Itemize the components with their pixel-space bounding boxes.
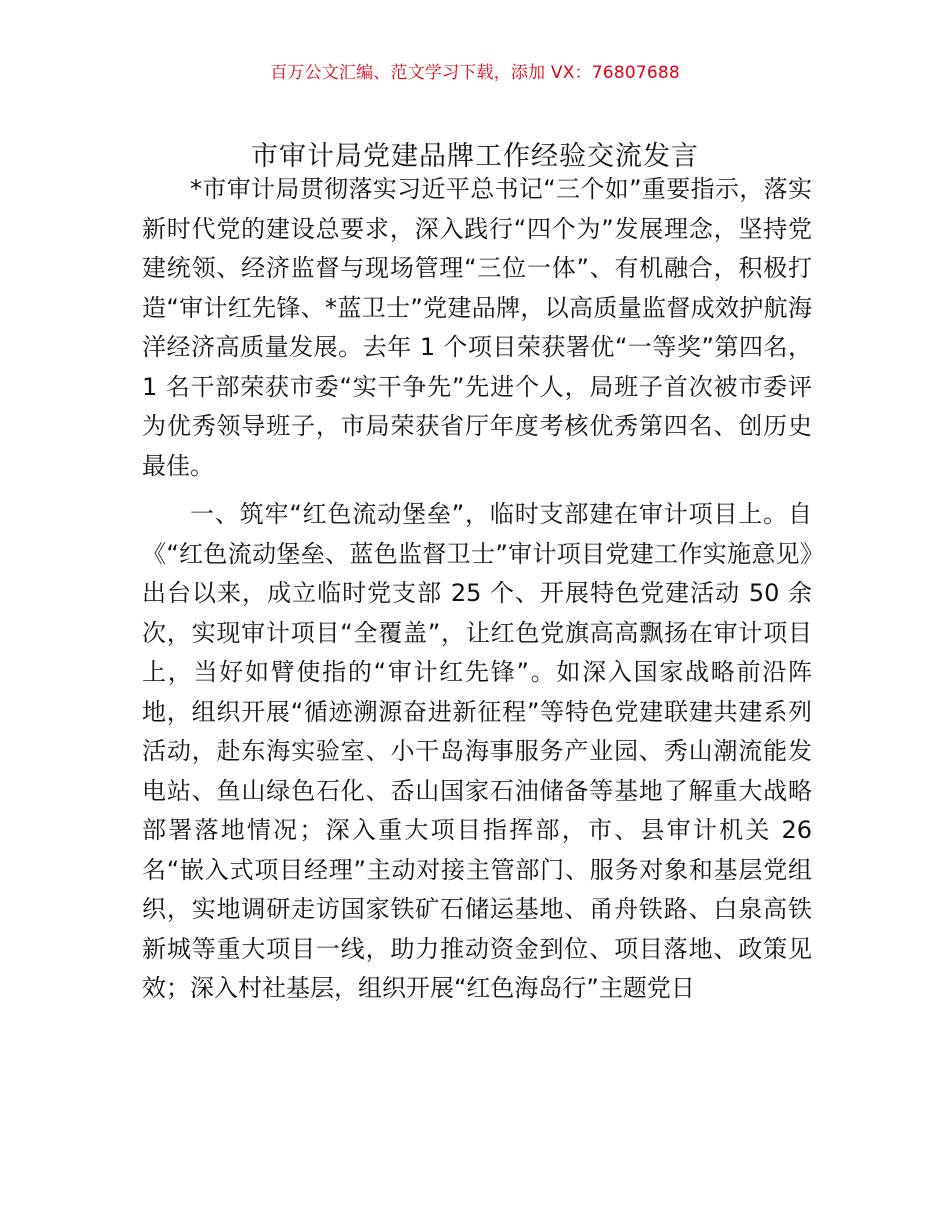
paragraph-section-one: 一、筑牢“红色流动堡垒”，临时支部建在审计项目上。自《“红色流动堡垒、蓝色监督卫士”审计项目党建工作实施意见》出台以来，成立临时党支部 25 个、开展特色党建活动 50 余次，实现审计项目“全覆盖”，让红色党旗高高飘扬在审计项目上，当好如臂使指的“审计红先锋”。如深入国家战略前沿阵地，组织开展“循迹溯源奋进新征程”等特色党建联建共建系列活动，赴东海实验室、小干岛海事服务产业园、秀山潮流能发电站、鱼山绿色石化、岙山国家石油储备等基地了解重大战略部署落地情况；深入重大项目指挥部，市、县审计机关 26 名“嵌入式项目经理”主动对接主管部门、服务对象和基层党组织，实地调研走访国家铁矿石储运基地、甬舟铁路、白泉高铁新城等重大项目一线，助力推动资金到位、项目落地、政策见效；深入村社基层，组织开展“红色海岛行”主题党日 <box>142 500 812 1002</box>
page-title: 市审计局党建品牌工作经验交流发言 <box>251 141 699 173</box>
document-body <box>142 170 812 1009</box>
paragraph-intro: *市审计局贯彻落实习近平总书记“三个如”重要指示，落实新时代党的建设总要求，深入践行“四个为”发展理念，坚持党建统领、经济监督与现场管理“三位一体”、有机融合，积极打造“审计红先锋、*蓝卫士”党建品牌，以高质量监督成效护航海洋经济高质量发展。去年 1 个项目荣获署优“一等奖”第四名，1 名干部荣获市委“实干争先”先进个人，局班子首次被市委评为优秀领导班子，市局荣获省厅年度考核优秀第四名、创历史最佳。 <box>142 175 812 480</box>
header-promo-note: 百万公文汇编、范文学习下载，添加 VX：76807688 <box>270 63 680 83</box>
